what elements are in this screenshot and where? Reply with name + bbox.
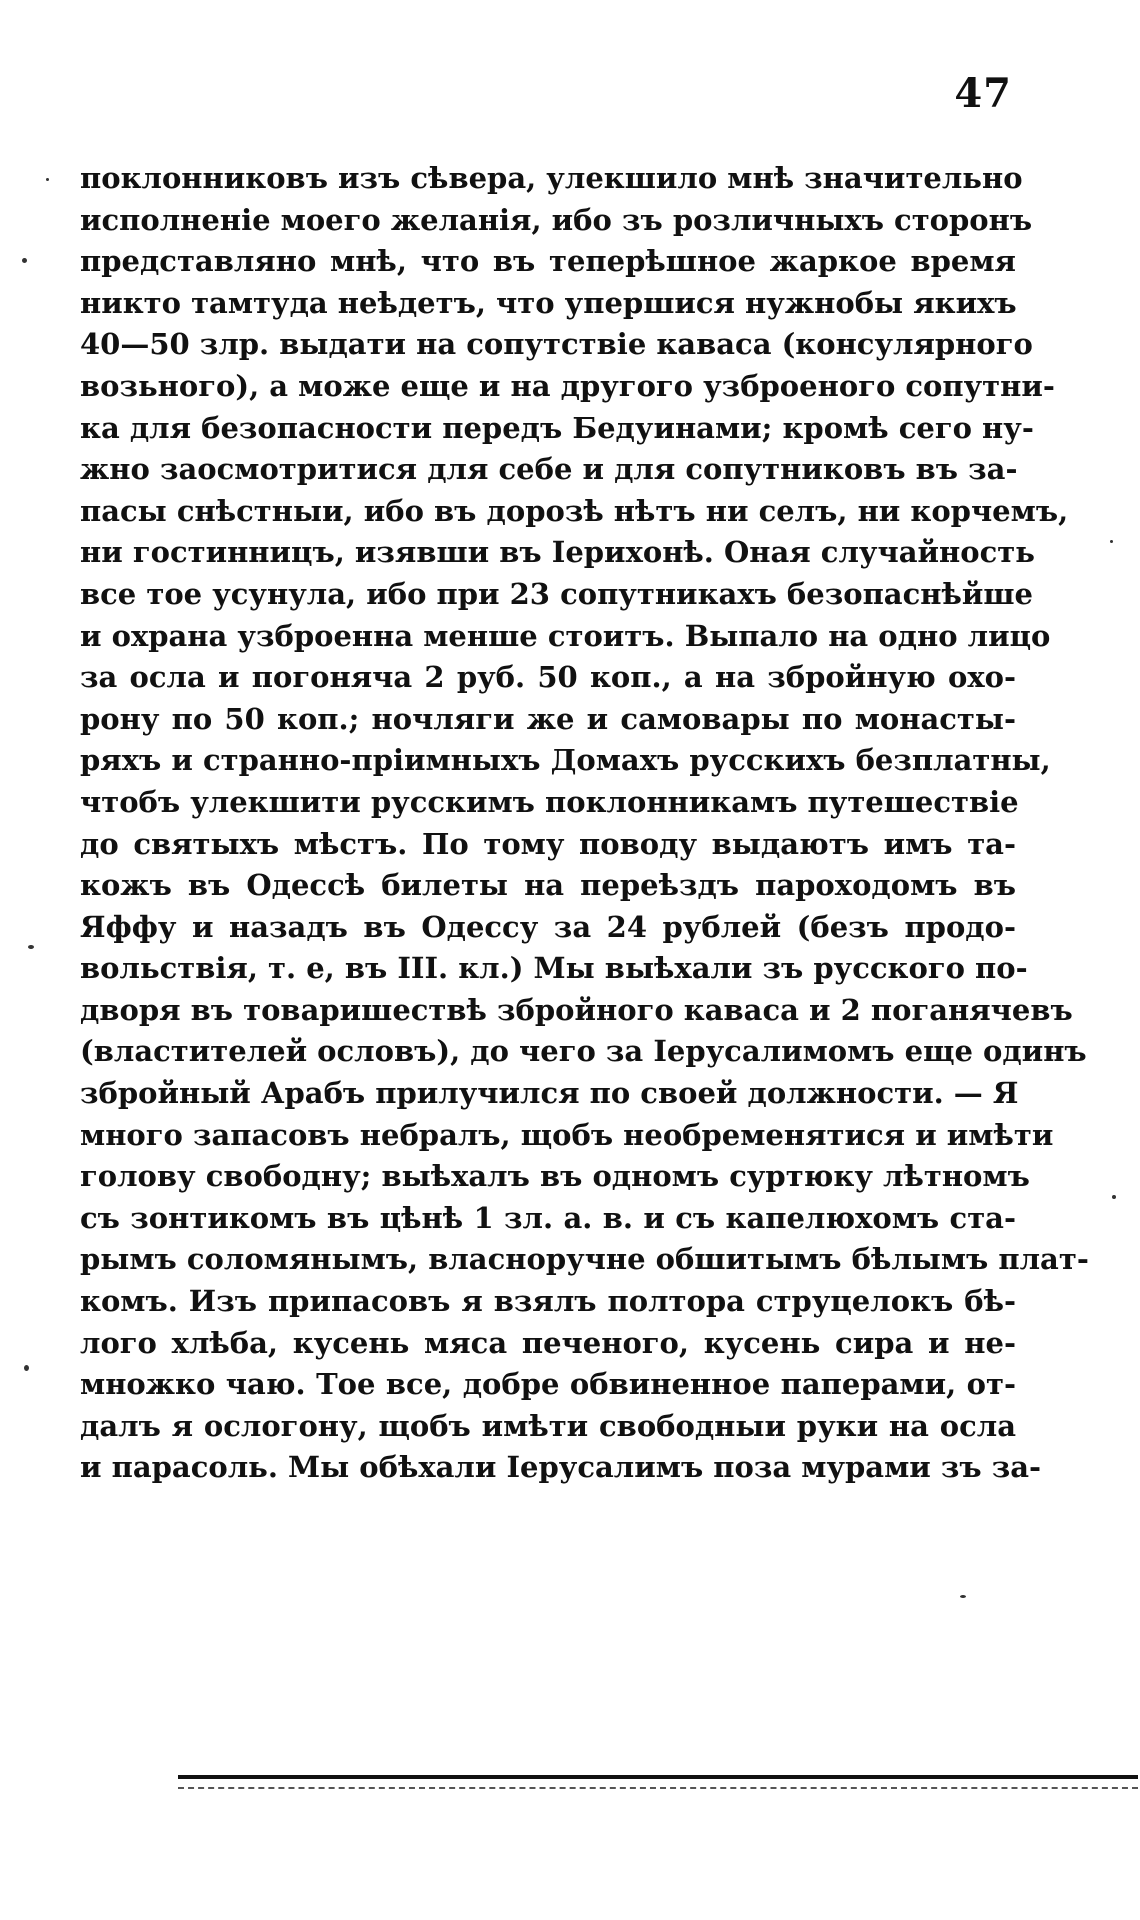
text-line: и парасоль. Мы обѣхали Іерусалимъ поза мурами зъ за- [80, 1450, 1042, 1485]
text-line: никто тамтуда неѣдетъ, что упершися нужнобы якихъ [80, 285, 1017, 320]
text-line: вольствія, т. е, въ III. кл.) Мы выѣхали зъ русского по- [80, 951, 1028, 986]
text-line: лого хлѣба, кусень мяса печеного, кусень сира и не- [80, 1325, 1016, 1360]
text-line: все тое усунула, ибо при 23 сопутникахъ безопаснѣйше [80, 576, 1033, 611]
text-line: представляно мнѣ, что въ теперѣшное жаркое время [80, 244, 1016, 279]
text-line: 40—50 злр. выдати на сопутствіе каваса (консулярного [80, 327, 1033, 362]
text-line: рымъ соломянымъ, власноручне обшитымъ бѣлымъ плат- [80, 1242, 1089, 1277]
text-line: и охрана узброенна менше стоитъ. Выпало на одно лицо [80, 618, 1051, 653]
scan-speck [46, 178, 49, 181]
text-line: исполненіе моего желанія, ибо зъ розличныхъ сторонъ [80, 202, 1033, 237]
text-line: рону по 50 коп.; ночляги же и самовары по монасты- [80, 701, 1016, 736]
text-line: много запасовъ небралъ, щобъ необременятися и имѣти [80, 1117, 1054, 1152]
scan-speck [28, 945, 34, 949]
scan-speck [1112, 1195, 1116, 1199]
text-line: возьного), а може еще и на другого узброеного сопутни- [80, 368, 1055, 403]
text-line: множко чаю. Тое все, добре обвиненное паперами, от- [80, 1367, 1016, 1402]
text-line: голову свободну; выѣхалъ въ одномъ суртюку лѣтномъ [80, 1159, 1030, 1194]
scan-speck [1110, 540, 1113, 543]
text-line: далъ я ослогону, щобъ имѣти свободныи руки на осла [80, 1408, 1016, 1443]
text-line: комъ. Изъ припасовъ я взялъ полтора струцелокъ бѣ- [80, 1284, 1016, 1319]
body-text [80, 158, 1089, 1489]
bottom-rule-shadow [178, 1787, 1138, 1791]
text-line: поклонниковъ изъ сѣвера, улекшило мнѣ значительно [80, 161, 1023, 195]
text-line: Яффу и назадъ въ Одессу за 24 рублей (безъ продо- [80, 909, 1016, 944]
scan-speck [24, 1365, 29, 1371]
page-number: 47 [954, 70, 1012, 117]
text-line: жно заосмотритися для себе и для сопутниковъ въ за- [80, 452, 1018, 487]
text-line: за осла и погоняча 2 руб. 50 коп., а на збройную охо- [80, 660, 1016, 695]
text-line: ряхъ и странно-пріимныхъ Домахъ русскихъ безплатны, [80, 743, 1051, 778]
scan-speck [22, 258, 27, 263]
text-line: (властителей ословъ), до чего за Іерусалимомъ еще одинъ [80, 1034, 1087, 1069]
scan-speck [960, 1595, 966, 1598]
text-line: дворя въ товаришествѣ збройного каваса и 2 поганячевъ [80, 992, 1073, 1027]
text-line: чтобъ улекшити русскимъ поклонникамъ путешествіе [80, 784, 1019, 819]
text-line: кожъ въ Одессѣ билеты на переѣздъ пароходомъ въ [80, 868, 1016, 903]
text-line: ка для безопасности передъ Бедуинами; кромѣ сего ну- [80, 410, 1034, 445]
text-line: збройный Арабъ прилучился по своей должности. — Я [80, 1076, 1019, 1111]
text-line: ни гостинницъ, изявши въ Іерихонѣ. Оная случайность [80, 535, 1035, 570]
text-line: пасы снѣстныи, ибо въ дорозѣ нѣтъ ни селъ, ни корчемъ, [80, 493, 1069, 528]
text-line: съ зонтикомъ въ цѣнѣ 1 зл. а. в. и съ капелюхомъ ста- [80, 1200, 1016, 1235]
bottom-rule [178, 1775, 1138, 1779]
text-line: до святыхъ мѣстъ. По тому поводу выдаютъ имъ та- [80, 826, 1016, 861]
